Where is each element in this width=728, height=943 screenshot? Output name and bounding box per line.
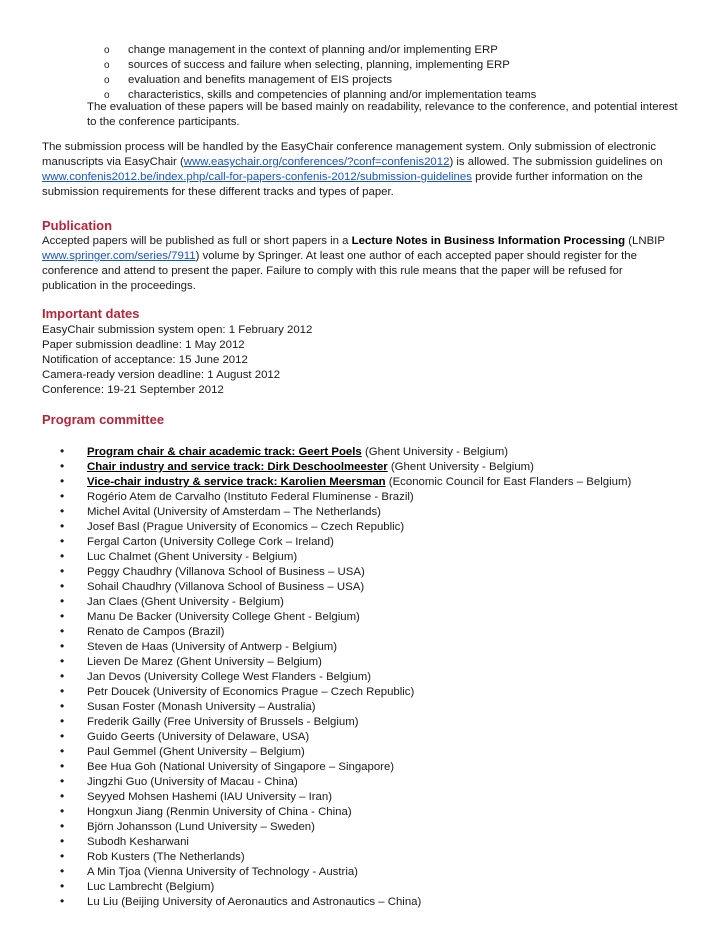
bullet-icon: • — [60, 489, 65, 503]
publication-text: (LNBIP — [625, 235, 665, 247]
member-text: Luc Chalmet (Ghent University - Belgium) — [87, 551, 298, 563]
publication-line: publication in the proceedings. — [42, 280, 196, 292]
member-text: Michel Avital (University of Amsterdam – The Netherlands) — [87, 506, 381, 518]
committee-member — [60, 894, 631, 909]
committee-member — [60, 609, 631, 624]
topic-text: sources of success and failure when selecting, planning, implementing ERP — [128, 59, 510, 71]
bullet-icon: • — [60, 819, 65, 833]
bullet-icon: • — [60, 669, 65, 683]
publication-line — [42, 249, 687, 264]
member-text: Subodh Kesharwani — [87, 836, 189, 848]
date-entry: Paper submission deadline: 1 May 2012 — [42, 339, 245, 351]
bullet-icon: • — [60, 699, 65, 713]
publication-heading: Publication — [42, 218, 113, 233]
committee-member — [60, 489, 631, 504]
submission-line — [42, 170, 687, 185]
bullet-icon: • — [60, 834, 65, 848]
evaluation-line: to the conference participants. — [87, 116, 240, 128]
committee-member — [60, 549, 631, 564]
committee-member — [60, 624, 631, 639]
committee-list — [60, 444, 631, 909]
committee-member — [60, 714, 631, 729]
member-text: A Min Tjoa (Vienna University of Technology - Austria) — [87, 866, 358, 878]
bullet-icon: • — [60, 714, 65, 728]
publication-line: conference and attend to present the paper. Failure to comply with this rule means that the paper will be refused for — [42, 265, 623, 277]
submission-text: manuscripts via EasyChair ( — [42, 156, 184, 168]
member-text: Rogério Atem de Carvalho (Instituto Federal Fluminense - Brazil) — [87, 491, 414, 503]
member-text: Jingzhi Guo (University of Macau - China) — [87, 776, 298, 788]
bullet-icon: • — [60, 864, 65, 878]
circle-bullet-icon: o — [104, 45, 110, 56]
topic-item — [104, 73, 536, 88]
member-text: Jan Devos (University College West Flanders - Belgium) — [87, 671, 372, 683]
bullet-icon: • — [60, 789, 65, 803]
bullet-icon: • — [60, 594, 65, 608]
committee-member — [60, 774, 631, 789]
member-text: Jan Claes (Ghent University - Belgium) — [87, 596, 284, 608]
bullet-icon: • — [60, 639, 65, 653]
bullet-icon: • — [60, 549, 65, 563]
committee-member — [60, 504, 631, 519]
bullet-icon: • — [60, 564, 65, 578]
committee-member — [60, 684, 631, 699]
submission-text: ) is allowed. The submission guidelines on — [449, 156, 663, 168]
member-text: Hongxun Jiang (Renmin University of China - China) — [87, 806, 352, 818]
chair-role: Chair industry and service track: Dirk Deschoolmeester — [87, 461, 388, 473]
bullet-icon: • — [60, 774, 65, 788]
committee-member — [60, 579, 631, 594]
publication-line — [42, 234, 687, 249]
publication-text: Accepted papers will be published as full or short papers in a — [42, 235, 352, 247]
bullet-icon: • — [60, 894, 65, 908]
bullet-icon: • — [60, 744, 65, 758]
submission-line: submission requirements for these different tracks and types of paper. — [42, 186, 394, 198]
topic-text: change management in the context of planning and/or implementing ERP — [128, 44, 498, 56]
bullet-icon: • — [60, 519, 65, 533]
committee-member — [60, 699, 631, 714]
submission-line — [42, 155, 687, 170]
circle-bullet-icon: o — [104, 90, 110, 101]
committee-member — [60, 744, 631, 759]
member-text: Lieven De Marez (Ghent University – Belgium) — [87, 656, 322, 668]
member-text: Steven de Haas (University of Antwerp - Belgium) — [87, 641, 338, 653]
date-entry: Notification of acceptance: 15 June 2012 — [42, 354, 248, 366]
date-entry: Conference: 19-21 September 2012 — [42, 384, 224, 396]
chair-affiliation: (Ghent University - Belgium) — [361, 446, 509, 458]
bullet-icon: • — [60, 849, 65, 863]
committee-heading: Program committee — [42, 412, 165, 427]
circle-bullet-icon: o — [104, 75, 110, 86]
committee-member — [60, 759, 631, 774]
committee-member — [60, 594, 631, 609]
committee-chair — [60, 474, 631, 489]
evaluation-line: The evaluation of these papers will be based mainly on readability, relevance to the conference, and potential interest — [87, 101, 678, 113]
bullet-icon: • — [60, 684, 65, 698]
bullet-icon: • — [60, 534, 65, 548]
chair-role: Program chair & chair academic track: Geert Poels — [87, 446, 362, 458]
topic-text: characteristics, skills and competencies of planning and/or implementation teams — [128, 89, 537, 101]
committee-member — [60, 819, 631, 834]
committee-member — [60, 849, 631, 864]
chair-affiliation: (Economic Council for East Flanders – Belgium) — [385, 476, 632, 488]
bullet-icon: • — [60, 879, 65, 893]
member-text: Lu Liu (Beijing University of Aeronautics and Astronautics – China) — [87, 896, 422, 908]
bullet-icon: • — [60, 624, 65, 638]
committee-member — [60, 879, 631, 894]
member-text: Guido Geerts (University of Delaware, USA) — [87, 731, 310, 743]
member-text: Björn Johansson (Lund University – Sweden) — [87, 821, 315, 833]
committee-member — [60, 564, 631, 579]
topic-item — [104, 43, 536, 58]
committee-member — [60, 729, 631, 744]
publication-text: ) volume by Springer. At least one author of each accepted paper should register for the — [195, 250, 637, 262]
member-text: Seyyed Mohsen Hashemi (IAU University – Iran) — [87, 791, 332, 803]
member-text: Josef Basl (Prague University of Economics – Czech Republic) — [87, 521, 405, 533]
bullet-icon: • — [60, 504, 65, 518]
member-text: Paul Gemmel (Ghent University – Belgium) — [87, 746, 305, 758]
easychair-link[interactable]: www.easychair.org/conferences/?conf=confenis2012 — [183, 156, 450, 168]
bullet-icon: • — [60, 654, 65, 668]
committee-member — [60, 639, 631, 654]
dates-heading: Important dates — [42, 306, 140, 321]
lnbip-series-name: Lecture Notes in Business Information Processing — [351, 235, 626, 247]
topic-text: evaluation and benefits management of EIS projects — [128, 74, 393, 86]
bullet-icon: • — [60, 444, 65, 458]
committee-chair — [60, 459, 631, 474]
committee-member — [60, 654, 631, 669]
member-text: Frederik Gailly (Free University of Brussels - Belgium) — [87, 716, 359, 728]
dates-list — [42, 323, 687, 398]
topic-item — [104, 58, 536, 73]
topic-sublist — [104, 43, 536, 103]
member-text: Sohail Chaudhry (Villanova School of Business – USA) — [87, 581, 365, 593]
guidelines-link[interactable]: www.confenis2012.be/index.php/call-for-papers-confenis-2012/submission-guidelines — [42, 171, 472, 183]
committee-member — [60, 534, 631, 549]
member-text: Peggy Chaudhry (Villanova School of Business – USA) — [87, 566, 365, 578]
member-text: Susan Foster (Monash University – Australia) — [87, 701, 316, 713]
date-entry: EasyChair submission system open: 1 February 2012 — [42, 324, 313, 336]
member-text: Luc Lambrecht (Belgium) — [87, 881, 215, 893]
chair-affiliation: (Ghent University - Belgium) — [387, 461, 534, 473]
committee-member — [60, 789, 631, 804]
submission-line: The submission process will be handled by the EasyChair conference management system. Only submission of electronic — [42, 141, 657, 153]
bullet-icon: • — [60, 609, 65, 623]
member-text: Fergal Carton (University College Cork – Ireland) — [87, 536, 334, 548]
member-text: Rob Kusters (The Netherlands) — [87, 851, 245, 863]
committee-member — [60, 864, 631, 879]
bullet-icon: • — [60, 459, 65, 473]
member-text: Manu De Backer (University College Ghent - Belgium) — [87, 611, 360, 623]
publication-paragraph — [42, 234, 687, 294]
committee-member — [60, 669, 631, 684]
member-text: Bee Hua Goh (National University of Singapore – Singapore) — [87, 761, 395, 773]
submission-text: provide further information on the — [471, 171, 643, 183]
bullet-icon: • — [60, 474, 65, 488]
evaluation-paragraph — [87, 100, 687, 130]
bullet-icon: • — [60, 579, 65, 593]
member-text: Renato de Campos (Brazil) — [87, 626, 225, 638]
date-entry: Camera-ready version deadline: 1 August 2012 — [42, 369, 281, 381]
bullet-icon: • — [60, 759, 65, 773]
submission-paragraph — [42, 140, 687, 200]
committee-member — [60, 804, 631, 819]
committee-chair — [60, 444, 631, 459]
springer-link[interactable]: www.springer.com/series/7911 — [42, 250, 196, 262]
bullet-icon: • — [60, 729, 65, 743]
chair-role: Vice-chair industry & service track: Karolien Meersman — [87, 476, 386, 488]
committee-member — [60, 519, 631, 534]
committee-member — [60, 834, 631, 849]
circle-bullet-icon: o — [104, 60, 110, 71]
member-text: Petr Doucek (University of Economics Prague – Czech Republic) — [87, 686, 415, 698]
bullet-icon: • — [60, 804, 65, 818]
